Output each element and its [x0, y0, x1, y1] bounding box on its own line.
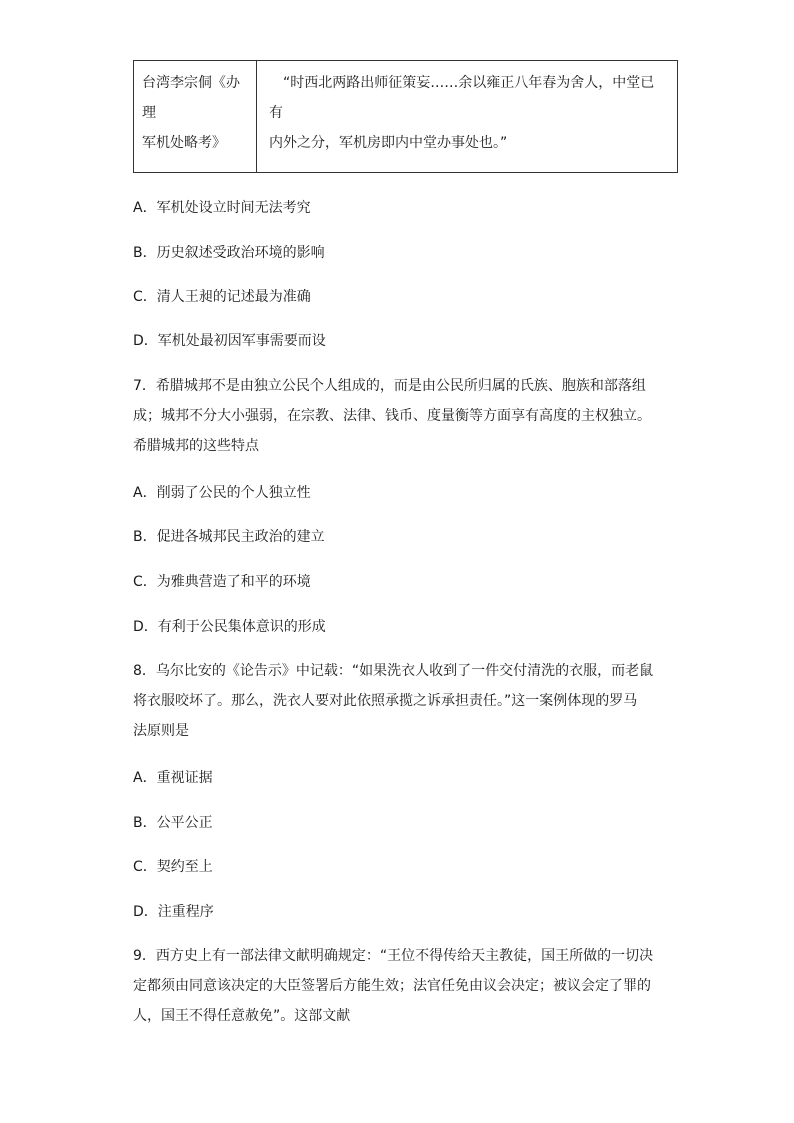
q6-option-d: D．军机处最初因军事需要而设 [133, 333, 326, 349]
quote-line-1: “时西北两路出师征策妄……余以雍正八年春为舍人，中堂已有 [269, 75, 655, 121]
q8-option-d: D．注重程序 [133, 904, 214, 920]
q8-option-a: A．重视证据 [133, 770, 213, 786]
q7-stem-line-3: 希腊城邦的这些特点 [133, 438, 259, 454]
q9-stem-line-2: 定都须由同意该决定的大臣签署后方能生效；法官任免由议会决定；被议会定了罪的 [133, 978, 651, 994]
q8-stem [133, 656, 673, 746]
source-table [133, 60, 678, 173]
q7-stem [133, 371, 673, 461]
q9-stem-line-3: 人，国王不得任意赦免”。这部文献 [133, 1008, 351, 1024]
source-cell [134, 61, 257, 173]
q7-option-b: B．促进各城邦民主政治的建立 [133, 529, 325, 545]
q7-stem-line-1: 7．希腊城邦不是由独立公民个人组成的，而是由公民所归属的氏族、胞族和部落组 [133, 378, 646, 394]
q9-stem [133, 941, 673, 1031]
q7-stem-line-2: 成；城邦不分大小强弱，在宗教、法律、钱币、度量衡等方面享有高度的主权独立。 [133, 408, 651, 424]
q8-stem-line-2: 将衣服咬坏了。那么，洗衣人要对此依照承揽之诉承担责任。”这一案例体现的罗马 [133, 693, 638, 709]
q8-option-b: B．公平公正 [133, 815, 213, 831]
q7-option-c: C．为雅典营造了和平的环境 [133, 574, 311, 590]
q8-option-c: C．契约至上 [133, 859, 213, 875]
q6-option-a: A．军机处设立时间无法考究 [133, 200, 311, 216]
q6-option-b: B．历史叙述受政治环境的影响 [133, 245, 325, 261]
quote-line-2: 内外之分，军机房即内中堂办事处也。” [269, 135, 508, 151]
q9-stem-line-1: 9．西方史上有一部法律文献明确规定：“王位不得传给天主教徒，国王所做的一切决 [133, 948, 654, 964]
source-line-1: 台湾李宗侗《办理 [142, 75, 240, 121]
q8-stem-line-1: 8．乌尔比安的《论告示》中记载：“如果洗衣人收到了一件交付清洗的衣服，而老鼠 [133, 663, 654, 679]
q7-option-a: A．削弱了公民的个人独立性 [133, 485, 311, 501]
quote-cell [257, 61, 678, 173]
q7-option-d: D．有利于公民集体意识的形成 [133, 619, 326, 635]
q6-option-c: C．清人王昶的记述最为准确 [133, 289, 311, 305]
table-row [134, 61, 678, 173]
q8-stem-line-3: 法原则是 [133, 723, 189, 739]
source-line-2: 军机处略考》 [142, 135, 226, 151]
